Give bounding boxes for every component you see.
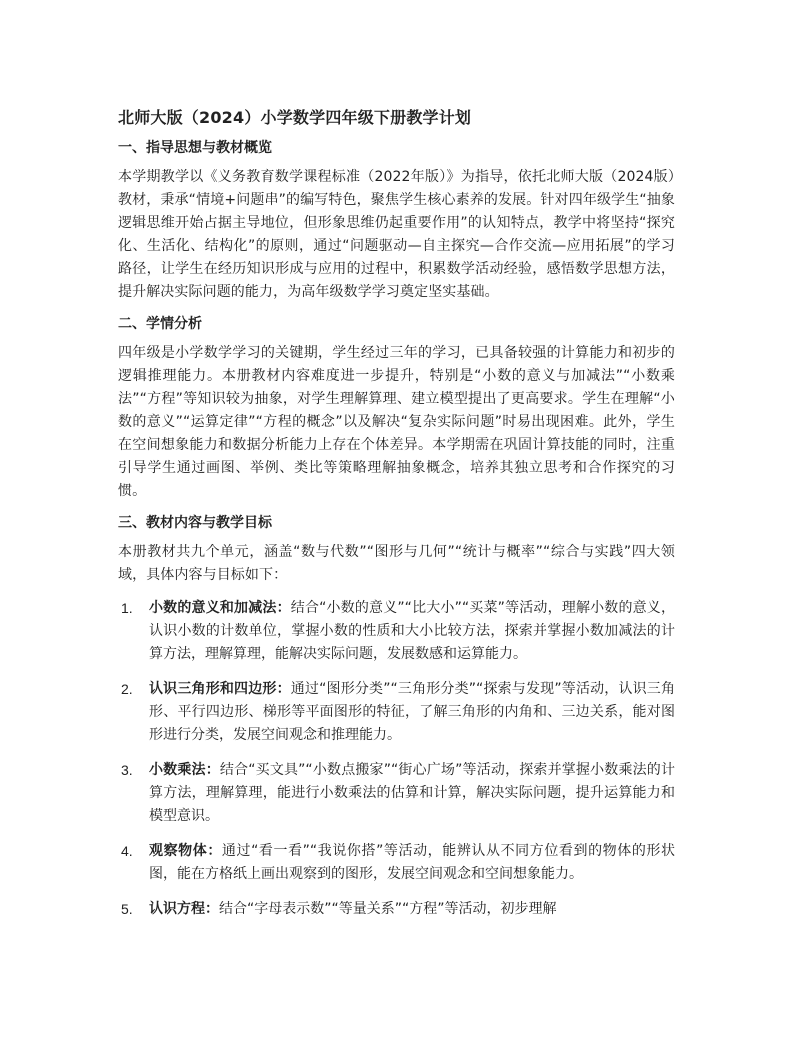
- list-item: [118, 597, 675, 666]
- list-item-text: 结合“买文具”“小数点搬家”“街心广场”等活动，探索并掌握小数乘法的计算方法，理解算理，能进行小数乘法的估算和计算，解决实际问题，提升运算能力和模型意识。: [149, 762, 675, 824]
- section-heading: 三、教材内容与教学目标: [118, 515, 272, 531]
- section-heading: 二、学情分析: [118, 316, 202, 332]
- list-item-number: 1.: [121, 600, 133, 616]
- list-item: [118, 840, 675, 886]
- section-student-analysis: [118, 314, 675, 503]
- section-paragraph: 本册教材共九个单元，涵盖“数与代数”“图形与几何”“统计与概率”“综合与实践”四大领域，具体内容与目标如下：: [118, 544, 675, 583]
- section-heading: 一、指导思想与教材概览: [118, 140, 272, 156]
- section-paragraph: 四年级是小学数学学习的关键期，学生经过三年的学习，已具备较强的计算能力和初步的逻辑推理能力。本册教材内容难度进一步提升，特别是“小数的意义与加减法”“小数乘法”“方程”等知识较为抽象，对学生理解算理、建立模型提出了更高要求。学生在理解“小数的意义”“运算定律”“方程的概念”以及解决“复杂实际问题”时易出现困难。此外，学生在空间想象能力和数据分析能力上存在个体差异。本学期需在巩固计算技能的同时，注重引导学生通过画图、举例、类比等策略理解抽象概念，培养其独立思考和合作探究的习惯。: [118, 345, 675, 499]
- unit-list: [118, 597, 675, 921]
- list-item-term: 小数的意义和加减法：: [149, 600, 291, 616]
- document-title: 北师大版（2024）小学数学四年级下册教学计划: [118, 108, 472, 127]
- list-item: [118, 759, 675, 828]
- section-guiding-ideas: [118, 138, 675, 304]
- list-item-text: 结合“小数的意义”“比大小”“买菜”等活动，理解小数的意义，认识小数的计数单位，掌握小数的性质和大小比较方法，探索并掌握小数加减法的计算方法，理解算理，能解决实际问题，发展数感和运算能力。: [149, 600, 675, 662]
- list-item-number: 2.: [121, 681, 133, 697]
- list-item-text: 通过“看一看”“我说你搭”等活动，能辨认从不同方位看到的物体的形状图，能在方格纸上画出观察到的图形，发展空间观念和空间想象能力。: [149, 843, 676, 882]
- list-item-term: 观察物体：: [149, 843, 222, 859]
- list-item-number: 5.: [121, 901, 133, 917]
- list-item: [118, 898, 675, 921]
- list-item-term: 认识方程：: [149, 901, 219, 917]
- list-item-number: 4.: [121, 843, 133, 859]
- list-item-text: 结合“字母表示数”“等量关系”“方程”等活动，初步理解: [219, 901, 557, 917]
- section-content-goals: [118, 513, 675, 921]
- section-paragraph: 本学期教学以《义务教育数学课程标准（2022年版）》为指导，依托北师大版（2024版）教材，秉承“情境+问题串”的编写特色，聚焦学生核心素养的发展。针对四年级学生“抽象逻辑思维开始占据主导地位，但形象思维仍起重要作用”的认知特点，教学中将坚持“探究化、生活化、结构化”的原则，通过“问题驱动—自主探究—合作交流—应用拓展”的学习路径，让学生在经历知识形成与应用的过程中，积累数学活动经验，感悟数学思想方法，提升解决实际问题的能力，为高年级数学学习奠定坚实基础。: [118, 169, 675, 300]
- list-item-term: 小数乘法：: [149, 762, 220, 778]
- list-item-term: 认识三角形和四边形：: [149, 681, 291, 697]
- list-item: [118, 678, 675, 747]
- list-item-number: 3.: [121, 762, 133, 778]
- list-item-text: 通过“图形分类”“三角形分类”“探索与发现”等活动，认识三角形、平行四边形、梯形等平面图形的特征，了解三角形的内角和、三边关系，能对图形进行分类，发展空间观念和推理能力。: [149, 681, 675, 743]
